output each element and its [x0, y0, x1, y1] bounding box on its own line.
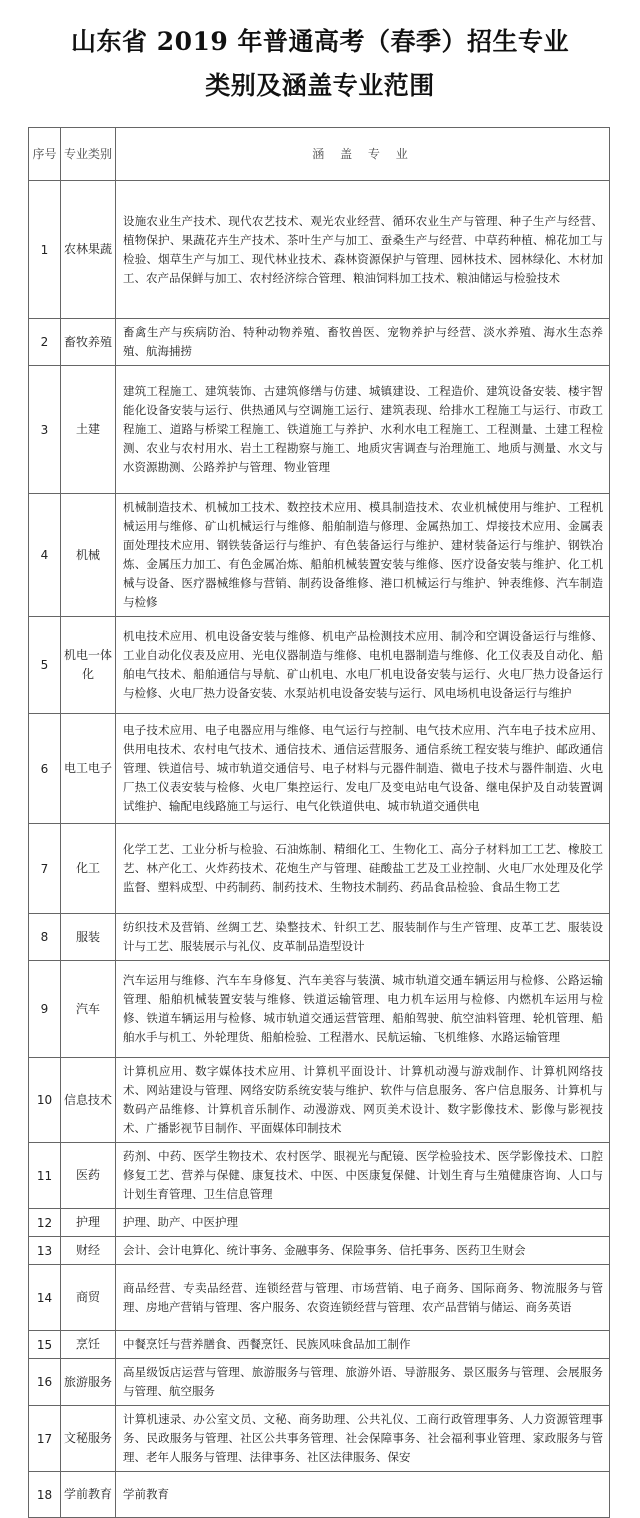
row-category: 商贸: [61, 1265, 116, 1331]
row-majors: 学前教育: [116, 1472, 610, 1518]
row-category: 化工: [61, 824, 116, 914]
row-majors: 电子技术应用、电子电器应用与维修、电气运行与控制、电气技术应用、汽车电子技术应用、供用电技术、农村电气技术、通信技术、通信运营服务、通信系统工程安装与维护、邮政通信管理、铁道信号、城市轨道交通信号、电子材料与元器件制造、微电子技术与器件制造、火电厂热工仪表安装与检修、火电厂集控运行、发电厂及变电站电气设备、继电保护及自动装置调试维护、输配电线路施工与运行、电气化铁道供电、城市轨道交通供电: [116, 714, 610, 824]
row-index: 11: [29, 1143, 61, 1209]
row-index: 9: [29, 961, 61, 1058]
table-row: [29, 1143, 610, 1209]
row-category: 服装: [61, 914, 116, 961]
row-category: 畜牧养殖: [61, 319, 116, 366]
row-category: 医药: [61, 1143, 116, 1209]
document-title-line2: 类别及涵盖专业范围: [205, 71, 435, 100]
row-majors: 机械制造技术、机械加工技术、数控技术应用、模具制造技术、农业机械使用与维护、工程机械运用与维修、矿山机械运行与维修、船舶制造与修理、金属热加工、焊接技术应用、金属表面处理技术应用、钢铁装备运行与维护、有色装备运行与维护、建材装备运行与维护、钢铁冶炼、金属压力加工、有色金属冶炼、船舶机械装置安装与维修、医疗设备安装与维护、化工机械与设备、医疗器械维修与营销、制药设备维修、港口机械运行与维护、钟表维修、汽车制造与检修: [116, 494, 610, 617]
table-row: [29, 366, 610, 494]
table-row: [29, 824, 610, 914]
row-index: 1: [29, 181, 61, 319]
table-row: [29, 617, 610, 714]
table-row: [29, 1406, 610, 1472]
row-majors: 纺织技术及营销、丝绸工艺、染整技术、针织工艺、服装制作与生产管理、皮革工艺、服装设计与工艺、服装展示与礼仪、皮革制品造型设计: [116, 914, 610, 961]
header-index: 序号: [29, 128, 61, 181]
row-category: 旅游服务: [61, 1359, 116, 1406]
table-row: [29, 1331, 610, 1359]
row-index: 6: [29, 714, 61, 824]
table-row: [29, 1058, 610, 1143]
row-index: 5: [29, 617, 61, 714]
row-majors: 计算机应用、数字媒体技术应用、计算机平面设计、计算机动漫与游戏制作、计算机网络技术、网站建设与管理、网络安防系统安装与维护、软件与信息服务、客户信息服务、计算机与数码产品维修、计算机音乐制作、动漫游戏、网页美术设计、数字影像技术、影像与影视技术、广播影视节目制作、平面媒体印制技术: [116, 1058, 610, 1143]
row-majors: 中餐烹饪与营养膳食、西餐烹饪、民族风味食品加工制作: [116, 1331, 610, 1359]
row-majors: 商品经营、专卖品经营、连锁经营与管理、市场营销、电子商务、国际商务、物流服务与管理、房地产营销与管理、客户服务、农资连锁经营与管理、农产品营销与储运、商务英语: [116, 1265, 610, 1331]
majors-table: [28, 127, 610, 1518]
row-category: 信息技术: [61, 1058, 116, 1143]
row-index: 16: [29, 1359, 61, 1406]
row-category: 学前教育: [61, 1472, 116, 1518]
row-majors: 计算机速录、办公室文员、文秘、商务助理、公共礼仪、工商行政管理事务、人力资源管理事务、民政服务与管理、社区公共事务管理、社会保障事务、社会福利事业管理、家政服务与管理、老年人服务与管理、法律事务、社区法律服务、保安: [116, 1406, 610, 1472]
table-row: [29, 961, 610, 1058]
row-majors: 药剂、中药、医学生物技术、农村医学、眼视光与配镜、医学检验技术、医学影像技术、口腔修复工艺、营养与保健、康复技术、中医、中医康复保健、计划生育与生殖健康咨询、人口与计划生育管理、卫生信息管理: [116, 1143, 610, 1209]
row-category: 汽车: [61, 961, 116, 1058]
table-row: [29, 181, 610, 319]
row-index: 15: [29, 1331, 61, 1359]
row-index: 14: [29, 1265, 61, 1331]
row-category: 机电一体化: [61, 617, 116, 714]
header-category: 专业类别: [61, 128, 116, 181]
header-majors: 涵 盖 专 业: [116, 128, 610, 181]
row-category: 财经: [61, 1237, 116, 1265]
row-majors: 建筑工程施工、建筑装饰、古建筑修缮与仿建、城镇建设、工程造价、建筑设备安装、楼宇智能化设备安装与运行、供热通风与空调施工运行、建筑表现、给排水工程施工与运行、市政工程施工、道路与桥梁工程施工、铁道施工与养护、水利水电工程施工、工程测量、土建工程检测、农业与农村用水、岩土工程勘察与施工、地质灾害调查与治理施工、地质与测量、水文与水资源勘测、公路养护与管理、物业管理: [116, 366, 610, 494]
table-row: [29, 494, 610, 617]
row-majors: 设施农业生产技术、现代农艺技术、观光农业经营、循环农业生产与管理、种子生产与经营、植物保护、果蔬花卉生产技术、茶叶生产与加工、蚕桑生产与经营、中草药种植、棉花加工与检验、烟草生产与加工、现代林业技术、森林资源保护与管理、园林技术、园林绿化、木材加工、农产品保鲜与加工、农村经济综合管理、粮油饲料加工技术、粮油储运与检验技术: [116, 181, 610, 319]
document-title-line1: 山东省 2019 年普通高考（春季）招生专业: [71, 27, 569, 56]
table-row: [29, 914, 610, 961]
row-index: 12: [29, 1209, 61, 1237]
row-index: 17: [29, 1406, 61, 1472]
row-category: 文秘服务: [61, 1406, 116, 1472]
table-row: [29, 1237, 610, 1265]
row-category: 电工电子: [61, 714, 116, 824]
row-category: 烹饪: [61, 1331, 116, 1359]
table-header-row: [29, 128, 610, 181]
row-index: 13: [29, 1237, 61, 1265]
row-majors: 化学工艺、工业分析与检验、石油炼制、精细化工、生物化工、高分子材料加工工艺、橡胶工艺、林产化工、火炸药技术、花炮生产与管理、硅酸盐工艺及工业控制、火电厂水处理及化学监督、塑料成型、中药制药、制药技术、生物技术制药、药品食品检验、食品生物工艺: [116, 824, 610, 914]
table-row: [29, 319, 610, 366]
row-majors: 护理、助产、中医护理: [116, 1209, 610, 1237]
table-row: [29, 1265, 610, 1331]
row-majors: 会计、会计电算化、统计事务、金融事务、保险事务、信托事务、医药卫生财会: [116, 1237, 610, 1265]
row-index: 2: [29, 319, 61, 366]
table-row: [29, 1359, 610, 1406]
row-index: 18: [29, 1472, 61, 1518]
row-category: 机械: [61, 494, 116, 617]
row-index: 3: [29, 366, 61, 494]
table-row: [29, 1209, 610, 1237]
row-majors: 高星级饭店运营与管理、旅游服务与管理、旅游外语、导游服务、景区服务与管理、会展服务与管理、航空服务: [116, 1359, 610, 1406]
row-category: 农林果蔬: [61, 181, 116, 319]
row-index: 7: [29, 824, 61, 914]
row-index: 4: [29, 494, 61, 617]
row-category: 土建: [61, 366, 116, 494]
table-row: [29, 1472, 610, 1518]
row-index: 10: [29, 1058, 61, 1143]
row-majors: 畜禽生产与疾病防治、特种动物养殖、畜牧兽医、宠物养护与经营、淡水养殖、海水生态养殖、航海捕捞: [116, 319, 610, 366]
row-index: 8: [29, 914, 61, 961]
row-category: 护理: [61, 1209, 116, 1237]
row-majors: 汽车运用与维修、汽车车身修复、汽车美容与装潢、城市轨道交通车辆运用与检修、公路运输管理、船舶机械装置安装与维修、铁道运输管理、电力机车运用与检修、内燃机车运用与检修、铁道车辆运用与检修、城市轨道交通运营管理、船舶驾驶、航空油料管理、轮机管理、船舶水手与机工、外轮理货、船舶检验、工程潜水、民航运输、飞机维修、水路运输管理: [116, 961, 610, 1058]
table-row: [29, 714, 610, 824]
row-majors: 机电技术应用、机电设备安装与维修、机电产品检测技术应用、制冷和空调设备运行与维修、工业自动化仪表及应用、光电仪器制造与维修、电机电器制造与维修、化工仪表及自动化、船舶电气技术、船舶通信与导航、矿山机电、水电厂机电设备安装与运行、火电厂热力设备运行与检修、火电厂热力设备安装、水泵站机电设备安装与运行、风电场机电设备运行与维护: [116, 617, 610, 714]
